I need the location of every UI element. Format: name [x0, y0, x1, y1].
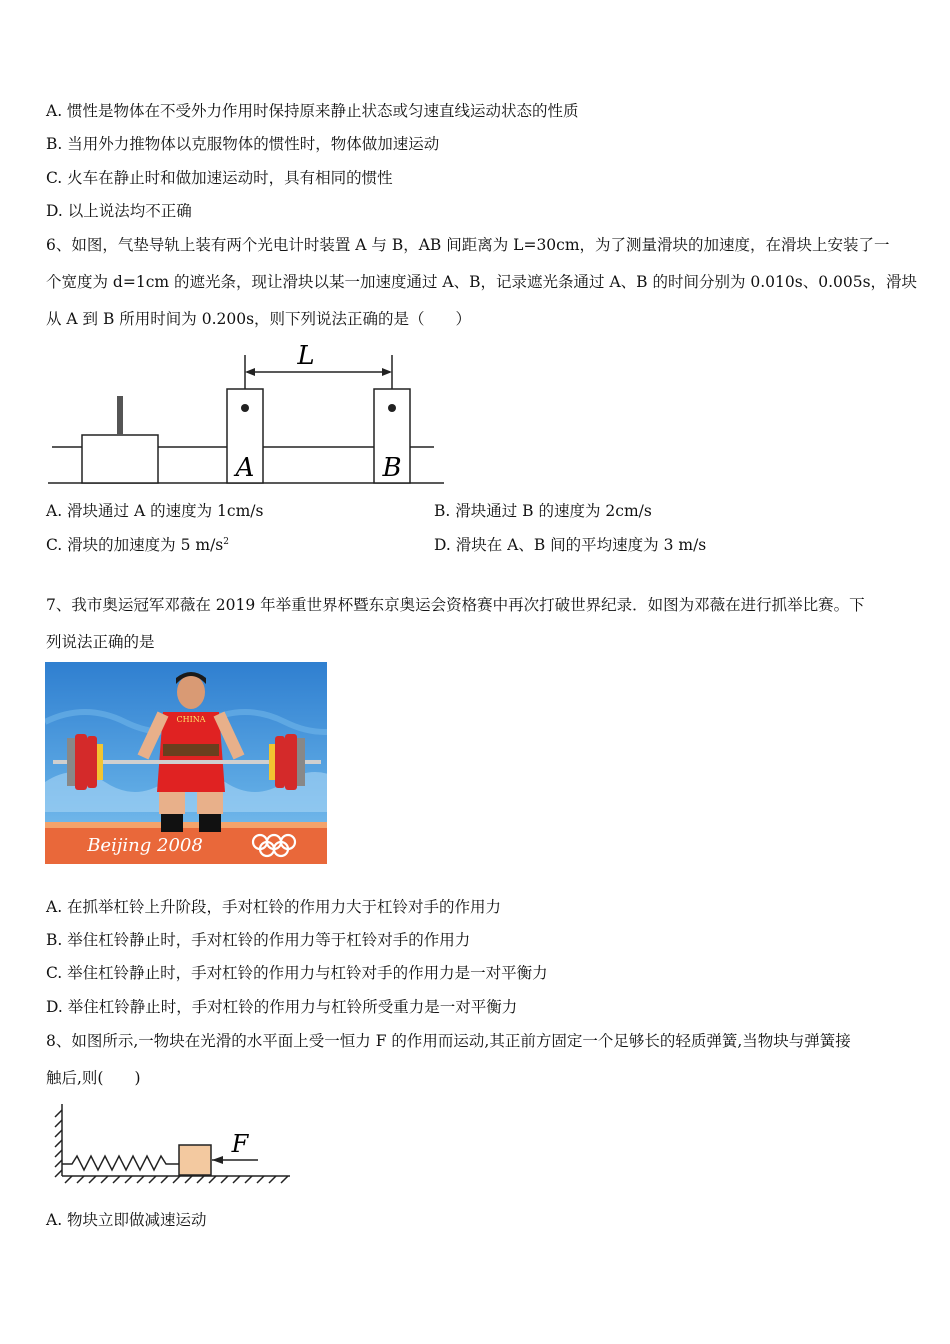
q6-option-a: A. 滑块通过 A 的速度为 1cm/s [46, 502, 264, 520]
label-l: L [297, 341, 315, 371]
shirt-text: CHINA [176, 715, 206, 724]
q7-option-b: B. 举住杠铃静止时，手对杠铃的作用力等于杠铃对手的作用力 [46, 931, 471, 949]
spring [62, 1156, 179, 1170]
shading-strip [117, 396, 123, 435]
weightlifter-photo [45, 662, 327, 864]
label-b: B [382, 453, 402, 483]
label-f: F [231, 1130, 249, 1158]
q8-stem-line2: 触后,则( ) [46, 1069, 141, 1087]
banner-text: Beijing 2008 [87, 835, 203, 856]
q5-option-c: C. 火车在静止时和做加速运动时，具有相同的惯性 [46, 169, 393, 187]
q7-stem-line2: 列说法正确的是 [46, 633, 155, 651]
spring-block-diagram [50, 1100, 295, 1190]
q6-stem-line2: 个宽度为 d=1cm 的遮光条，现让滑块以某一加速度通过 A、B，记录遮光条通过 A、B 的时间分别为 0.010s、0.005s，滑块 [46, 273, 918, 291]
q6-stem-line1: 6、如图，气垫导轨上装有两个光电计时装置 A 与 B，AB 间距离为 L=30cm，为了测量滑块的加速度，在滑块上安装了一 [46, 236, 890, 254]
block [179, 1145, 211, 1175]
q6-option-b: B. 滑块通过 B 的速度为 2cm/s [434, 502, 652, 520]
label-a: A [235, 453, 255, 483]
q7-option-d: D. 举住杠铃静止时，手对杠铃的作用力与杠铃所受重力是一对平衡力 [46, 998, 518, 1016]
q5-option-a: A. 惯性是物体在不受外力作用时保持原来静止状态或匀速直线运动状态的性质 [46, 102, 579, 120]
q7-option-c: C. 举住杠铃静止时，手对杠铃的作用力与杠铃对手的作用力是一对平衡力 [46, 964, 548, 982]
q8-option-a: A. 物块立即做减速运动 [46, 1211, 207, 1229]
q7-option-a: A. 在抓举杠铃上升阶段，手对杠铃的作用力大于杠铃对手的作用力 [46, 898, 502, 916]
q8-stem-line1: 8、如图所示,一物块在光滑的水平面上受一恒力 F 的作用而运动,其正前方固定一个足够长的轻质弹簧,当物块与弹簧接 [46, 1032, 851, 1050]
q5-option-d: D. 以上说法均不正确 [46, 202, 192, 220]
q6-option-d: D. 滑块在 A、B 间的平均速度为 3 m/s [434, 536, 707, 554]
air-track-diagram [44, 340, 449, 490]
q7-stem-line1: 7、我市奥运冠军邓薇在 2019 年举重世界杯暨东京奥运会资格赛中再次打破世界纪录．如图为邓薇在进行抓举比赛。下 [46, 596, 865, 614]
q6-option-c: C. 滑块的加速度为 5 $m/s^2$ [46, 536, 229, 554]
q5-option-b: B. 当用外力推物体以克服物体的惯性时，物体做加速运动 [46, 135, 440, 153]
q6-stem-line3: 从 A 到 B 所用时间为 0.200s，则下列说法正确的是（ ） [46, 310, 472, 328]
